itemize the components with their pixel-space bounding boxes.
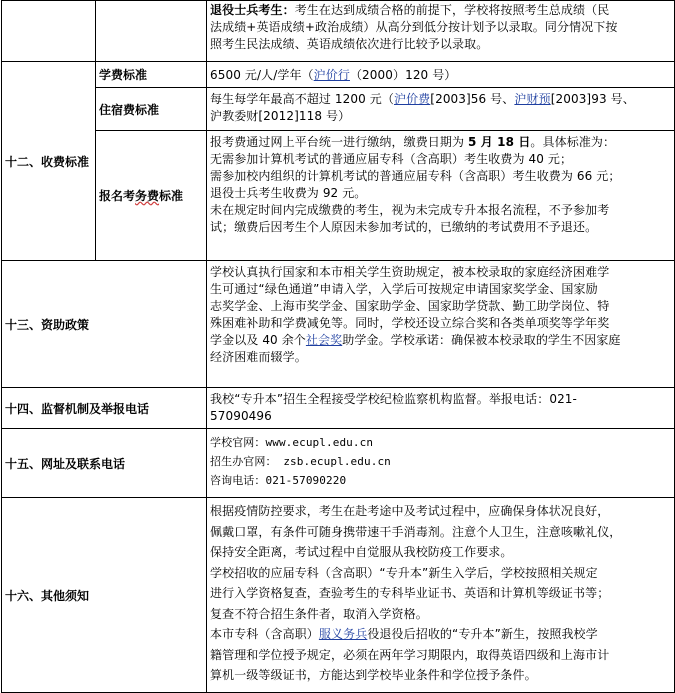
exam-fee-label: 报名考务费标准 <box>96 131 207 261</box>
exam-fee-text: 报考费通过网上平台统一进行缴纳，缴费日期为 5 月 18 日。具体标准为： 无需参加计算机考试的普通应届专科（含高职）考生收费为 40 元； 需参加校内组织的计算机考试的普通应届专科（含高职）考生收费为 66 元； 退役士兵考生收费为 92 元。 未在规定时间内完成缴费的考生，视为未完成专升本报名流程，不予参加考 试；缴费后因考生个人原因未参加考试的，已缴纳的考试费用不予退还。 <box>207 131 675 261</box>
tuition-label: 学费标准 <box>96 62 207 88</box>
retired-soldier-text: 退役士兵考生：考生在达到成绩合格的前提下，学校将按照考生总成绩（民 法成绩+英语成绩+政治成绩）从高分到低分按计划予以录取。同分情况下按 照考生民法成绩、英语成绩依次进行比较予以录取。 <box>207 1 675 62</box>
dorm-row <box>2 88 675 131</box>
supervision-text: 我校“专升本”招生全程接受学校纪检监察机构监督。举报电话：021- 57090496 <box>207 388 675 429</box>
retired-soldier-row <box>2 1 675 62</box>
dorm-label: 住宿费标准 <box>96 88 207 131</box>
consult-phone: 咨询电话：021-57090220 <box>210 474 347 487</box>
aid-policy-row <box>2 261 675 388</box>
tuition-doc-link[interactable]: 沪价行 <box>313 67 350 82</box>
section-13-title: 十三、资助政策 <box>2 261 207 388</box>
tuition-text: 6500 元/人/学年（沪价行（2000）120 号） <box>207 62 675 88</box>
dorm-doc-link-1[interactable]: 沪价费 <box>393 92 431 106</box>
empty-sub-cell <box>96 1 207 62</box>
section-12-title: 十二、收费标准 <box>2 62 96 261</box>
section-15-title: 十五、网址及联系电话 <box>2 429 207 498</box>
school-website: 学校官网：www.ecupl.edu.cn <box>210 436 374 449</box>
other-notes-text: 根据疫情防控要求，考生在赴考途中及考试过程中，应确保身体状况良好， 佩戴口罩，有条件可随身携带速干手消毒剂。注意个人卫生，注意咳嗽礼仪， 保持安全距离，考试过程中自觉服从我校防疫工作要求。 学校招收的应届专科（含高职）“专升本”新生入学后，学校按照相关规定 进行入学资格复查，查验考生的专科毕业证书、英语和计算机等级证书等； 复查不符合招生条件者，取消入学资格。 本市专科（含高职）服义务兵役退役后招收的“专升本”新生，按照我校学 籍管理和学位授予规定，必须在两年学习期限内，取得英语四级和上海市计 算机一级等级证书，方能达到学校毕业条件和学位授予条件。 <box>207 498 675 693</box>
payment-date: 5 月 18 日 <box>468 135 531 149</box>
dorm-text: 每生每学年最高不超过 1200 元（沪价费[2003]56 号、沪财预[2003]93 号、 沪教委财[2012]118 号） <box>207 88 675 131</box>
aid-policy-text: 学校认真执行国家和本市相关学生资助规定，被本校录取的家庭经济困难学 生可通过“绿色通道”申请入学，入学后可按规定申请国家奖学金、国家励 志奖学金、上海市奖学金、国家助学金、国家助学贷款、勤工助学岗位、特 殊困难补助和学费减免等。同时，学校还设立综合奖和各类单项奖等学年奖 学金以及 40 余个社会奖助学金。学校承诺：确保被本校录取的学生不因家庭 经济困难而辍学。 <box>207 261 675 388</box>
supervision-row <box>2 388 675 429</box>
empty-section-cell <box>2 1 96 62</box>
contact-text <box>207 429 675 498</box>
section-14-title: 十四、监督机制及举报电话 <box>2 388 207 429</box>
admission-website: 招生办官网： zsb.ecupl.edu.cn <box>210 455 391 468</box>
report-phone: 57090496 <box>210 409 272 423</box>
admission-info-table <box>1 0 675 693</box>
tuition-row <box>2 62 675 88</box>
other-notes-row <box>2 498 675 693</box>
contact-row <box>2 429 675 498</box>
exam-fee-row <box>2 131 675 261</box>
social-scholarship-link[interactable]: 社会奖 <box>305 333 343 347</box>
retired-soldier-lead: 退役士兵考生： <box>210 3 295 17</box>
military-service-link[interactable]: 服义务兵 <box>318 627 368 641</box>
section-16-title: 十六、其他须知 <box>2 498 207 693</box>
dorm-doc-link-2[interactable]: 沪财预 <box>514 92 551 106</box>
